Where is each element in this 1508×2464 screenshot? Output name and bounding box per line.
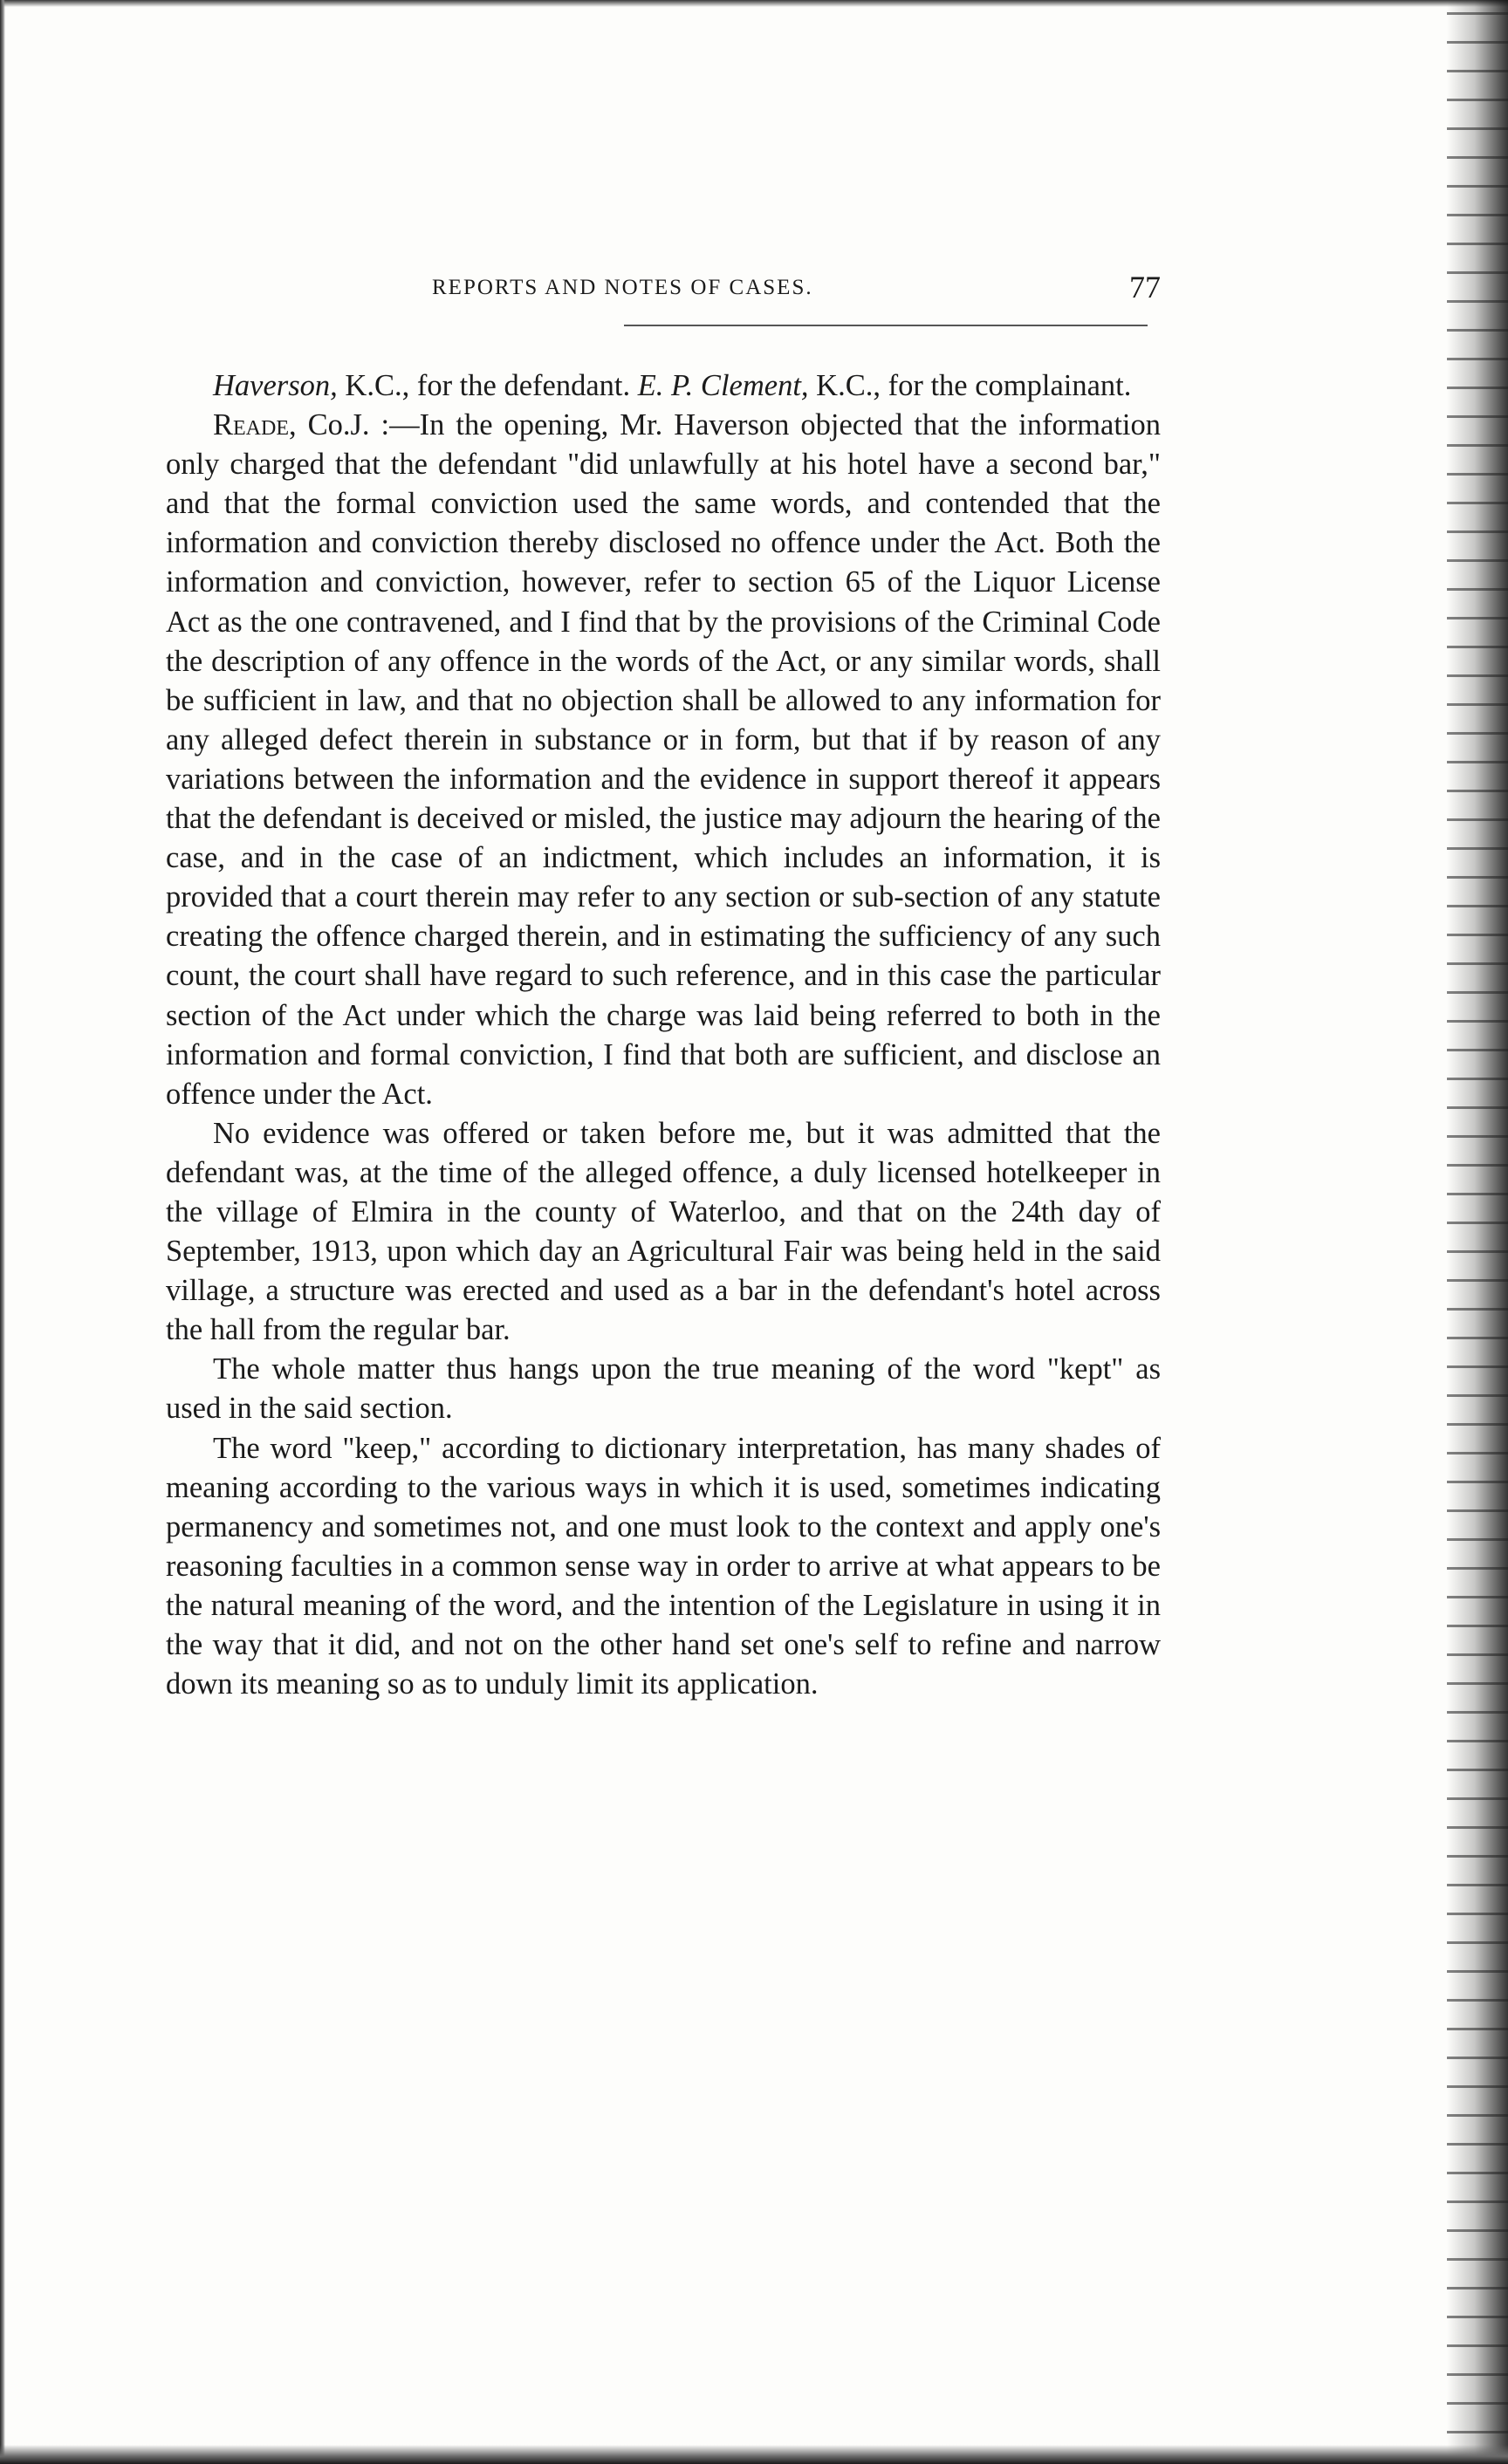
header-rule	[624, 325, 1148, 326]
paragraph-evidence: No evidence was offered or taken before me, but it was admitted that the defendant was, at the time of the alleged offence, a duly licensed hotelkeeper in the village of Elmira in the county of Waterloo, and that on the 24th day of September, 1913, upon which day an Agricultural Fair was being held in the said village, a structure was erected and used as a bar in the defendant's hotel across the hall from the regular bar.	[166, 1116, 1161, 1347]
scan-edge-right	[1447, 0, 1508, 2464]
complainant-counsel-role: K.C., for the complainant.	[808, 369, 1132, 402]
scan-edge-bottom	[0, 2445, 1508, 2464]
scan-edge-top	[0, 0, 1508, 7]
opinion-paragraph	[166, 406, 1161, 1114]
counsel-paragraph	[166, 366, 1161, 406]
running-title: REPORTS AND NOTES OF CASES.	[432, 276, 813, 299]
running-head	[166, 269, 1161, 312]
defendant-counsel-name: Haverson,	[213, 369, 338, 402]
page-number: 77	[1129, 270, 1161, 305]
judge-name: Reade,	[213, 408, 297, 442]
scan-edge-left	[0, 0, 5, 2464]
paragraph-keep: The word "keep," according to dictionary interpretation, has many shades of meaning according to the various ways in which it is used, sometimes indicating permanency and sometimes not, and one must look to the context and apply one's reasoning faculties in a common sense way in order to arrive at what appears to be the natural meaning of the word, and the intention of the Legislature in using it in the way that it did, and not on the other hand set one's self to refine and narrow down its meaning so as to unduly limit its application.	[166, 1431, 1161, 1701]
judge-title: Co.J. :—	[296, 408, 420, 442]
body-text	[166, 366, 1161, 1704]
defendant-counsel-role: K.C., for the defendant.	[337, 369, 638, 402]
opinion-text: In the opening, Mr. Haverson objected that the information only charged that the defendant "did unlawfully at his hotel have a second bar," and that the formal conviction used the same words, and contended that the information and conviction thereby disclosed no offence under the Act. Both the information and conviction, however, refer to section 65 of the Liquor License Act as the one contravened, and I find that by the provisions of the Criminal Code the description of any offence in the words of the Act, or any similar words, shall be sufficient in law, and that no objection shall be allowed to any information for any alleged defect therein in substance or in form, but that if by reason of any variations between the information and the evidence in support thereof it appears that the defendant is deceived or misled, the justice may adjourn the hearing of the case, and in the case of an indictment, which includes an information, it is provided that a court therein may refer to any section or sub-section of any statute creating the offence charged therein, and in estimating the sufficiency of any such count, the court shall have regard to such reference, and in this case the particular section of the Act under which the charge was laid being referred to both in the information and formal conviction, I find that both are sufficient, and disclose an offence under the Act.	[166, 408, 1162, 1111]
paragraph-matter: The whole matter thus hangs upon the true meaning of the word "kept" as used in the said section.	[166, 1352, 1161, 1426]
complainant-counsel-name: E. P. Clement,	[637, 369, 809, 402]
